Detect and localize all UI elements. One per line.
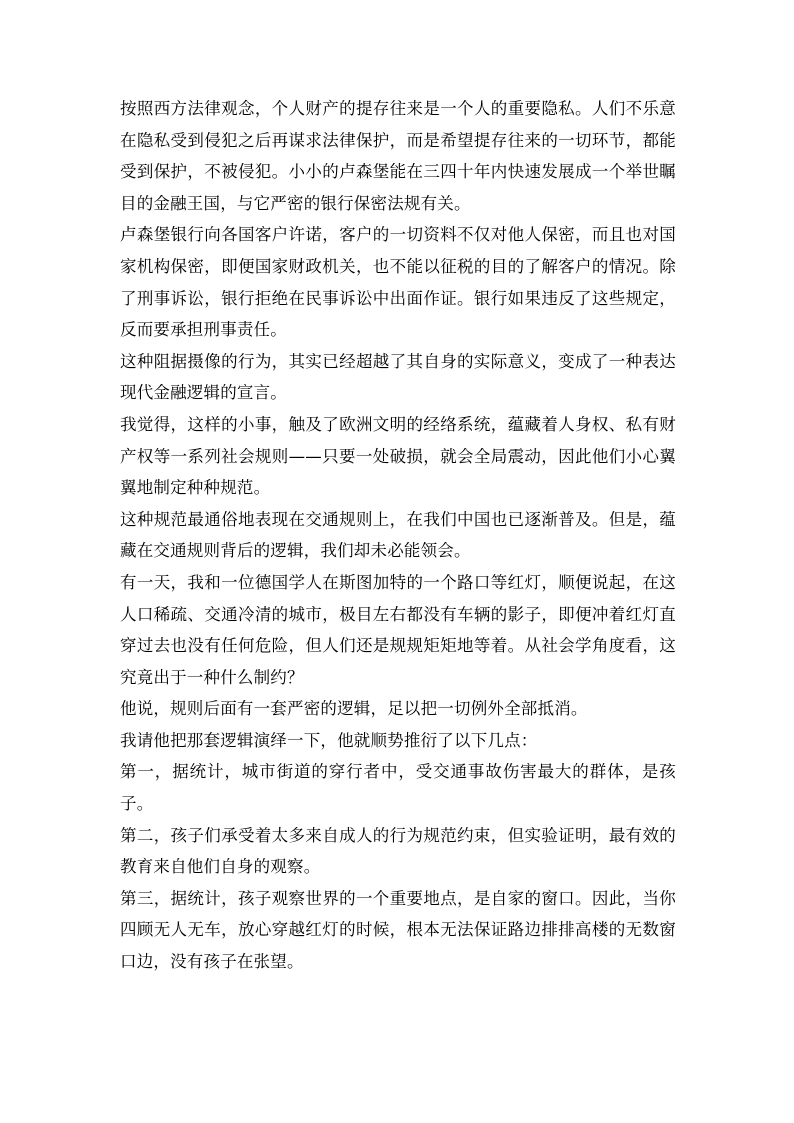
paragraph-declaration: 这种阻据摄像的行为，其实已经超越了其自身的实际意义，变成了一种表达现代金融逻辑的宣言。 xyxy=(120,351,676,403)
paragraph-stuttgart-story: 有一天，我和一位德国学人在斯图加特的一个路口等红灯，顺便说起，在这人口稀疏、交通冷清的城市，极目左右都没有车辆的影子，即便冲着红灯直穿过去也没有任何危险，但人们还是规规矩矩地等着。从社会学角度看，这究竟出于一种什么制约？ xyxy=(120,572,676,687)
paragraph-privacy-law: 按照西方法律观念，个人财产的提存往来是一个人的重要隐私。人们不乐意在隐私受到侵犯之后再谋求法律保护，而是希望提存往来的一切环节，都能受到保护，不被侵犯。小小的卢森堡能在三四十年内快速发展成一个举世瞩目的金融王国，与它严密的银行保密法规有关。 xyxy=(120,99,676,213)
paragraph-logic-reply: 他说，规则后面有一套严密的逻辑，足以把一切例外全部抵消。 xyxy=(120,699,588,719)
document-body xyxy=(120,93,676,978)
paragraph-point-three: 第三，据统计，孩子观察世界的一个重要地点，是自家的窗口。因此，当你四顾无人无车，放心穿越红灯的时候，根本无法保证路边排排高楼的无数窗口边，没有孩子在张望。 xyxy=(120,888,676,972)
paragraph-request: 我请他把那套逻辑演绎一下，他就顺势推衍了以下几点： xyxy=(120,730,538,750)
paragraph-traffic-rules: 这种规范最通俗地表现在交通规则上，在我们中国也已逐渐普及。但是，蕴藏在交通规则背后的逻辑，我们却未必能领会。 xyxy=(120,509,676,561)
paragraph-point-one: 第一，据统计，城市街道的穿行者中，受交通事故伤害最大的群体，是孩子。 xyxy=(120,762,676,814)
paragraph-european-civilization: 我觉得，这样的小事，触及了欧洲文明的经络系统，蕴藏着人身权、私有财产权等一系列社会规则——只要一处破损，就会全局震动，因此他们小心翼翼地制定种种规范。 xyxy=(120,414,676,498)
paragraph-point-two: 第二，孩子们承受着太多来自成人的行为规范约束，但实验证明，最有效的教育来自他们自身的观察。 xyxy=(120,825,676,877)
paragraph-luxembourg-bank: 卢森堡银行向各国客户许诺，客户的一切资料不仅对他人保密，而且也对国家机构保密，即便国家财政机关，也不能以征税的目的了解客户的情况。除了刑事诉讼，银行拒绝在民事诉讼中出面作证。银行如果违反了这些规定，反而要承担刑事责任。 xyxy=(120,225,676,340)
